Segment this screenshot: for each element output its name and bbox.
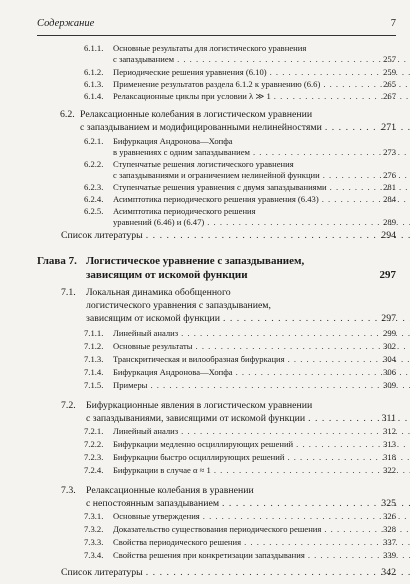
toc-entry-title: уравнений (6.46) и (6.47) xyxy=(113,217,205,228)
toc-entry-page: 312 xyxy=(383,426,396,436)
toc-entry-number: 7.1.2. xyxy=(84,341,104,351)
toc-entry-page: 281 xyxy=(383,182,396,192)
toc-entry-title: Основные утверждения xyxy=(113,511,200,521)
toc-entry[interactable] xyxy=(84,354,396,365)
toc-entry-title: Транскритическая и вилообразная бифуркация xyxy=(113,354,285,364)
toc-entry-title: Линейный анализ xyxy=(113,328,179,338)
toc-entry[interactable] xyxy=(84,537,396,548)
toc-entry-page: 265 xyxy=(383,79,396,89)
running-header-title: Содержание xyxy=(37,18,95,29)
toc-entry-title: Асимптотика периодического решения xyxy=(113,206,256,216)
toc-entry-title: Линейный анализ xyxy=(113,426,179,436)
toc-entry-title: с запаздываниями, зависящими от искомой функции xyxy=(86,412,306,424)
toc-entry[interactable] xyxy=(84,367,396,378)
toc-entry[interactable] xyxy=(37,255,396,282)
toc-entry-title: Список литературы xyxy=(61,230,143,241)
dot-leader xyxy=(324,524,410,534)
dot-leader xyxy=(322,194,410,204)
toc-entry[interactable] xyxy=(84,524,396,535)
toc-entry-number: 7.1.3. xyxy=(84,354,104,364)
dot-leader xyxy=(330,182,410,192)
toc-entry-page: 342 xyxy=(381,567,396,578)
toc-entry[interactable] xyxy=(84,452,396,463)
toc-entry-number: 7.1.4. xyxy=(84,367,104,377)
toc-entry-title: Основные результаты для логистического уравнения xyxy=(113,43,307,53)
toc-entry[interactable] xyxy=(84,465,396,476)
toc-entry-number: 6.1.4. xyxy=(84,91,104,101)
toc-entry-number: 7.3.3. xyxy=(84,537,104,547)
toc-entry-title: с запаздыванием xyxy=(113,54,175,65)
toc-entry-title: с запаздываниями и ограничением нелинейной функции xyxy=(113,170,320,181)
toc-entry-title: Релаксационные колебания в логистическом уравнении xyxy=(80,109,313,120)
toc-entry[interactable] xyxy=(84,91,396,102)
toc-entry-title: Бифуркации медленно осциллирующих решений xyxy=(113,439,294,449)
toc-entry-title: Ступенчатые решения логистического уравнения xyxy=(113,159,294,169)
toc-entry-page: 299 xyxy=(383,328,396,338)
toc-entry-number: 7.3.4. xyxy=(84,550,104,560)
dot-leader xyxy=(325,122,410,133)
dot-leader xyxy=(177,54,410,64)
toc-entry-title: Релаксационные колебания в уравнении xyxy=(86,485,254,496)
toc-entry-page: 294 xyxy=(381,230,396,241)
toc-entry-title: Применение результатов раздела 6.1.2 к уравнению (6.6) xyxy=(113,79,321,89)
toc-entry-title: с непостоянным запаздыванием xyxy=(86,497,220,509)
toc-entry[interactable] xyxy=(84,426,396,437)
toc-entry[interactable] xyxy=(84,79,396,90)
toc-entry-number: 6.2.1. xyxy=(84,136,104,146)
toc-entry-number: 7.3.1. xyxy=(84,511,104,521)
page-number: 7 xyxy=(390,18,396,29)
dot-leader xyxy=(146,567,410,578)
toc-entry-page: 271 xyxy=(381,121,396,133)
toc-entry-title: Бифуркации быстро осциллирующих решений xyxy=(113,452,285,462)
toc-entry[interactable] xyxy=(84,136,396,159)
toc-entry-page: 297 xyxy=(381,312,396,324)
toc-entry-page: 322 xyxy=(383,465,396,475)
toc-entry-number: 7.2.4. xyxy=(84,465,104,475)
toc-entry[interactable] xyxy=(84,511,396,522)
toc-entry-page: 325 xyxy=(381,497,396,509)
toc-entry-title: зависящим от искомой функции xyxy=(86,268,248,281)
toc-entry-title: с запаздыванием и модифицированными нелинейностями xyxy=(80,121,322,133)
toc-entry[interactable] xyxy=(60,109,396,135)
dot-leader xyxy=(323,170,410,180)
toc-entry[interactable] xyxy=(84,206,396,229)
toc-entry-number: 6.1.1. xyxy=(84,43,104,53)
toc-entry[interactable] xyxy=(84,67,396,78)
toc-entry-title: Логистическое уравнение с запаздыванием, xyxy=(86,255,305,267)
toc-entry-title: зависящим от искомой функции xyxy=(86,312,220,324)
toc-entry[interactable] xyxy=(84,341,396,352)
toc-entry[interactable] xyxy=(84,439,396,450)
toc-entry-page: 276 xyxy=(383,170,396,181)
header-rule xyxy=(37,35,396,36)
toc-entry-title: Бифуркационные явления в логистическом уравнении xyxy=(86,400,313,411)
toc-entry-page: 297 xyxy=(379,268,396,281)
toc-entry-page: 318 xyxy=(383,452,396,462)
dot-leader xyxy=(150,380,410,390)
toc-entry-page: 257 xyxy=(383,54,396,65)
toc-entry-page: 284 xyxy=(383,194,396,204)
toc-entry-page: 326 xyxy=(383,511,396,521)
toc-entry[interactable] xyxy=(84,159,396,182)
toc-entry[interactable] xyxy=(61,567,396,580)
toc-entry-title: Ступенчатые решения уравнения с двумя запаздываниями xyxy=(113,182,327,192)
toc-entry-title: Примеры xyxy=(113,380,148,390)
toc-entry-number: 7.3. xyxy=(61,485,76,496)
toc-entry-number: Глава 7. xyxy=(37,255,77,267)
toc-entry-number: 6.2.2. xyxy=(84,159,104,169)
toc-entry-number: 7.1. xyxy=(61,287,76,298)
dot-leader xyxy=(181,426,410,436)
toc-entry-title: Свойства периодического решения xyxy=(113,537,242,547)
toc-entry-number: 7.3.2. xyxy=(84,524,104,534)
toc-entry-page: 273 xyxy=(383,147,396,158)
toc-entry-page: 302 xyxy=(383,341,396,351)
toc-entry-number: 7.1.1. xyxy=(84,328,104,338)
toc-entry-title: Свойства решения при конкретизации запаздывания xyxy=(113,550,305,560)
dot-leader xyxy=(214,465,410,475)
toc-entry-page: 306 xyxy=(383,367,396,377)
toc-entry[interactable] xyxy=(61,287,396,325)
toc-entry[interactable] xyxy=(84,194,396,205)
toc-entry-page: 328 xyxy=(383,524,396,534)
toc-entry[interactable] xyxy=(61,485,396,511)
toc-entry-page: 267 xyxy=(383,91,396,101)
toc-entry[interactable] xyxy=(61,400,396,426)
toc-entry-title: Бифуркации в случае α ≈ 1 xyxy=(113,465,211,475)
dot-leader xyxy=(196,341,410,351)
toc-entry-page: 337 xyxy=(383,537,396,547)
toc-entry-number: 7.2. xyxy=(61,400,76,411)
toc-entry-page: 311 xyxy=(381,412,396,424)
toc-entry-title: Асимптотика периодического решения уравнения (6.43) xyxy=(113,194,319,204)
toc-entry-number: 7.2.1. xyxy=(84,426,104,436)
dot-leader xyxy=(203,511,410,521)
dot-leader xyxy=(146,230,410,241)
toc-entry-page: 313 xyxy=(383,439,396,449)
toc-entry-number: 6.2.3. xyxy=(84,182,104,192)
toc-entry[interactable] xyxy=(84,380,396,391)
dot-leader xyxy=(181,328,410,338)
toc-entry[interactable] xyxy=(84,328,396,339)
toc-entry[interactable] xyxy=(61,230,396,243)
toc-entry-number: 7.2.2. xyxy=(84,439,104,449)
toc-entry-page: 259 xyxy=(383,67,396,77)
toc-entry-number: 6.2.4. xyxy=(84,194,104,204)
dot-leader xyxy=(323,79,410,89)
toc-entry-title: логистического уравнения с запаздыванием, xyxy=(86,299,271,311)
toc-entry[interactable] xyxy=(84,182,396,193)
toc-entry-title: Бифуркация Андронова—Хопфа xyxy=(113,136,233,146)
toc-entry-title: Бифуркация Андронова—Хопфа xyxy=(113,367,233,377)
dot-leader xyxy=(207,217,410,227)
toc-entry[interactable] xyxy=(84,43,396,66)
running-header xyxy=(37,18,396,32)
toc-entry-number: 6.1.3. xyxy=(84,79,104,89)
toc-entry-title: Релаксационные циклы при условии λ ≫ 1 xyxy=(113,91,271,101)
toc-entry-number: 7.1.5. xyxy=(84,380,104,390)
toc-entry[interactable] xyxy=(84,550,396,561)
toc-entry-page: 289 xyxy=(383,217,396,228)
toc-entry-title: Периодические решения уравнения (6.10) xyxy=(113,67,267,77)
toc-entry-title: Локальная динамика обобщенного xyxy=(86,287,231,298)
toc-entry-number: 6.1.2. xyxy=(84,67,104,77)
toc-entry-page: 339 xyxy=(383,550,396,560)
toc-entry-number: 7.2.3. xyxy=(84,452,104,462)
toc-entry-number: 6.2.5. xyxy=(84,206,104,216)
toc-entry-title: Список литературы xyxy=(61,567,143,578)
toc-entry-title: Основные результаты xyxy=(113,341,193,351)
toc-entry-page: 309 xyxy=(383,380,396,390)
toc-entry-title: в уравнениях с одним запаздыванием xyxy=(113,147,250,158)
toc-entry-title: Доказательство существования периодического решения xyxy=(113,524,322,534)
toc-entry-page: 304 xyxy=(383,354,396,364)
toc-entry-number: 6.2. xyxy=(60,109,75,120)
